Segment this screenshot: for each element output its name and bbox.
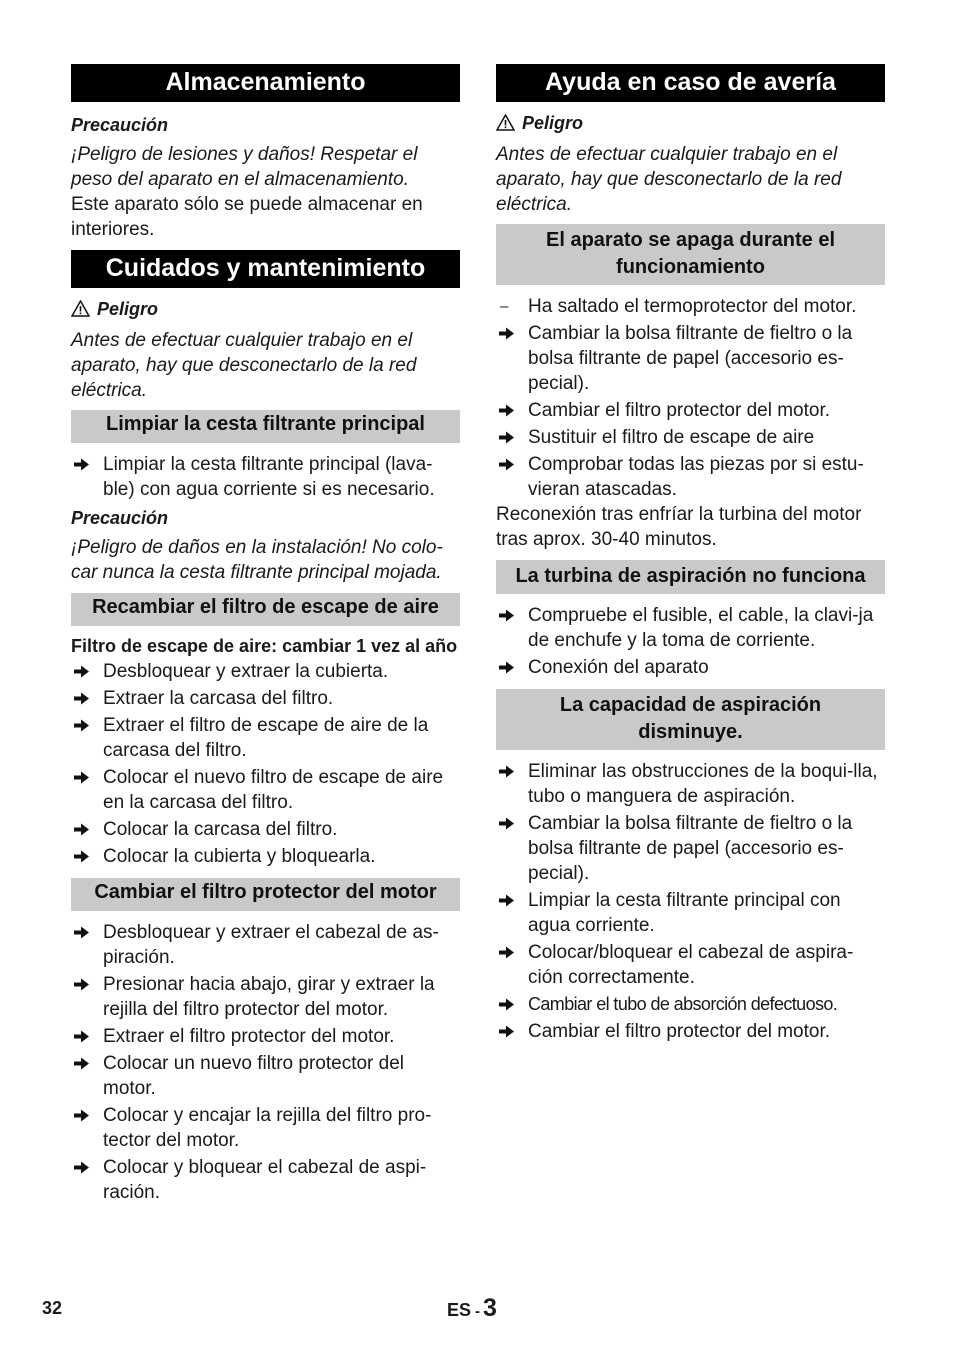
capacity-steps bbox=[496, 759, 885, 1044]
subsection-title-exhaust-filter: Recambiar el filtro de escape de aire bbox=[71, 593, 460, 626]
arrow-right-icon bbox=[73, 844, 90, 864]
subsection-title-motor-filter: Cambiar el filtro protector del motor bbox=[71, 878, 460, 911]
danger-label-row bbox=[496, 111, 885, 138]
list-item: Limpiar la cesta filtrante principal con agua corriente. bbox=[496, 888, 885, 938]
arrow-right-icon bbox=[73, 452, 90, 472]
dash-marker: – bbox=[500, 298, 509, 315]
reconnection-text: Reconexión tras enfríar la turbina del motor tras aprox. 30-40 minutos. bbox=[496, 504, 862, 550]
section-title-care: Cuidados y mantenimiento bbox=[71, 250, 460, 288]
exhaust-steps bbox=[71, 659, 460, 869]
arrow-right-icon bbox=[73, 1024, 90, 1044]
storage-text: Este aparato sólo se puede almacenar en interiores. bbox=[71, 194, 423, 240]
caution-label: Precaución bbox=[71, 115, 169, 135]
list-item: Colocar/bloquear el cabezal de aspira-ción correctamente. bbox=[496, 940, 885, 990]
left-column bbox=[71, 64, 460, 1205]
danger-label: Peligro bbox=[522, 113, 584, 133]
list-item: Colocar el nuevo filtro de escape de aire en la carcasa del filtro. bbox=[71, 765, 460, 815]
arrow-right-icon bbox=[73, 713, 90, 733]
list-item: Cambiar el filtro protector del motor. bbox=[496, 1019, 885, 1044]
turbine-steps bbox=[496, 603, 885, 680]
exhaust-note: Filtro de escape de aire: cambiar 1 vez al año bbox=[71, 636, 458, 656]
list-item: Extraer el filtro de escape de aire de la carcasa del filtro. bbox=[71, 713, 460, 763]
danger-label-row bbox=[71, 297, 460, 324]
list-item: Sustituir el filtro de escape de aire bbox=[496, 425, 885, 450]
section-title-storage: Almacenamiento bbox=[71, 64, 460, 102]
arrow-right-icon bbox=[73, 817, 90, 837]
switches-off-steps bbox=[496, 294, 885, 502]
subsection-title-clean-basket: Limpiar la cesta filtrante principal bbox=[71, 410, 460, 443]
danger-text: Antes de efectuar cualquier trabajo en el aparato, hay que desconectarlo de la red eléctrica. bbox=[496, 144, 842, 215]
list-item: Colocar y bloquear el cabezal de aspi-ración. bbox=[71, 1155, 460, 1205]
list-item: Desbloquear y extraer la cubierta. bbox=[71, 659, 460, 684]
subsection-title-switches-off: El aparato se apaga durante el funcionamiento bbox=[496, 224, 885, 285]
caution-text: ¡Peligro de lesiones y daños! Respetar el peso del aparato en el almacenamiento. bbox=[71, 144, 418, 190]
danger-text: Antes de efectuar cualquier trabajo en el aparato, hay que desconectarlo de la red eléctrica. bbox=[71, 330, 417, 401]
subsection-title-capacity: La capacidad de aspiración disminuye. bbox=[496, 689, 885, 750]
list-item: Extraer la carcasa del filtro. bbox=[71, 686, 460, 711]
arrow-right-icon bbox=[73, 920, 90, 940]
arrow-right-icon bbox=[498, 888, 515, 908]
arrow-right-icon bbox=[73, 659, 90, 679]
list-item: Colocar y encajar la rejilla del filtro pro-tector del motor. bbox=[71, 1103, 460, 1153]
arrow-right-icon bbox=[73, 1103, 90, 1123]
list-item: Conexión del aparato bbox=[496, 655, 885, 680]
list-item: Comprobar todas las piezas por si estu-vieran atascadas. bbox=[496, 452, 885, 502]
motor-filter-steps bbox=[71, 920, 460, 1205]
list-item: – Ha saltado el termoprotector del motor. bbox=[500, 296, 857, 317]
arrow-right-icon bbox=[498, 1019, 515, 1039]
list-item: Presionar hacia abajo, girar y extraer la rejilla del filtro protector del motor. bbox=[71, 972, 460, 1022]
clean-basket-steps bbox=[71, 452, 460, 502]
caution-label: Precaución bbox=[71, 508, 169, 528]
arrow-right-icon bbox=[498, 425, 515, 445]
arrow-right-icon bbox=[73, 686, 90, 706]
list-item: Cambiar el filtro protector del motor. bbox=[496, 398, 885, 423]
arrow-right-icon bbox=[498, 992, 515, 1012]
arrow-right-icon bbox=[498, 398, 515, 418]
list-item: Cambiar la bolsa filtrante de fieltro o la bolsa filtrante de papel (accesorio es-pecial). bbox=[496, 321, 885, 396]
warning-triangle-icon bbox=[496, 113, 515, 138]
subsection-title-turbine: La turbina de aspiración no funciona bbox=[496, 560, 885, 594]
list-item: Limpiar la cesta filtrante principal (lava-ble) con agua corriente si es necesario. bbox=[71, 452, 460, 502]
arrow-right-icon bbox=[73, 1051, 90, 1071]
arrow-right-icon bbox=[73, 1155, 90, 1175]
list-item: Desbloquear y extraer el cabezal de as-piración. bbox=[71, 920, 460, 970]
arrow-right-icon bbox=[498, 655, 515, 675]
section-title-troubleshooting: Ayuda en caso de avería bbox=[496, 64, 885, 102]
arrow-right-icon bbox=[498, 452, 515, 472]
arrow-right-icon bbox=[498, 811, 515, 831]
list-item: Colocar la cubierta y bloquearla. bbox=[71, 844, 460, 869]
list-item: Cambiar la bolsa filtrante de fieltro o la bolsa filtrante de papel (accesorio es-pecial). bbox=[496, 811, 885, 886]
list-item: Extraer el filtro protector del motor. bbox=[71, 1024, 460, 1049]
list-item: Eliminar las obstrucciones de la boqui-lla, tubo o manguera de aspiración. bbox=[496, 759, 885, 809]
arrow-right-icon bbox=[73, 972, 90, 992]
arrow-right-icon bbox=[73, 765, 90, 785]
list-item: Cambiar el tubo de absorción defectuoso. bbox=[496, 992, 885, 1017]
arrow-right-icon bbox=[498, 940, 515, 960]
arrow-right-icon bbox=[498, 603, 515, 623]
danger-label: Peligro bbox=[97, 299, 159, 319]
list-item: Compruebe el fusible, el cable, la clavi-ja de enchufe y la toma de corriente. bbox=[496, 603, 885, 653]
page-number: 32 bbox=[42, 1298, 63, 1318]
list-item: Colocar la carcasa del filtro. bbox=[71, 817, 460, 842]
caution-text: ¡Peligro de daños en la instalación! No colo-car nunca la cesta filtrante principal mojada. bbox=[71, 537, 443, 583]
arrow-right-icon bbox=[498, 321, 515, 341]
right-column bbox=[496, 64, 885, 1044]
list-item: Colocar un nuevo filtro protector del motor. bbox=[71, 1051, 460, 1101]
arrow-right-icon bbox=[498, 759, 515, 779]
warning-triangle-icon bbox=[71, 299, 90, 324]
page-section-ref: ES - 3 bbox=[447, 1294, 497, 1322]
